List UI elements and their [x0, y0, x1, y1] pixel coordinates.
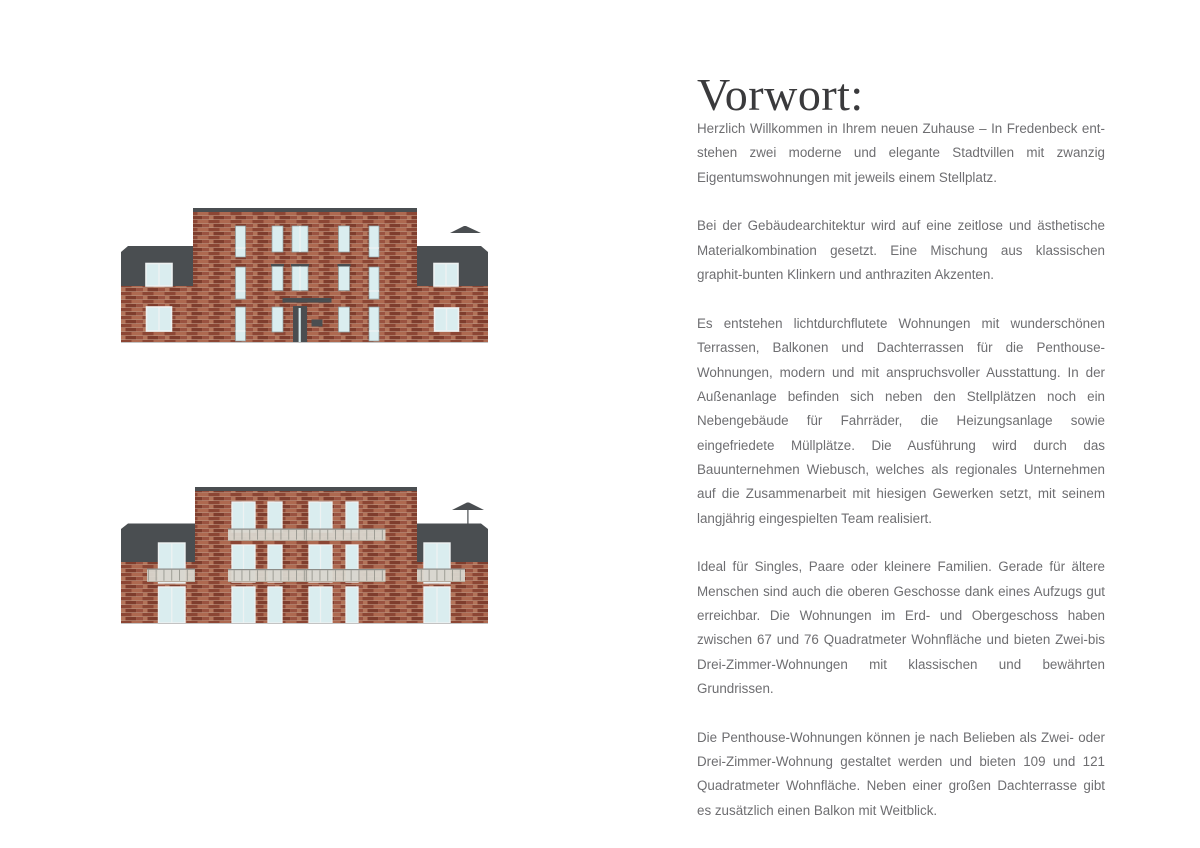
- figure-front-elevation: [121, 204, 488, 347]
- window: [272, 307, 283, 332]
- entrance-canopy: [283, 298, 332, 303]
- window-lintel: [271, 264, 284, 266]
- parapet: [193, 208, 417, 212]
- window: [292, 226, 308, 252]
- page-title: Vorwort:: [697, 69, 864, 120]
- window: [369, 307, 379, 341]
- window: [369, 267, 379, 299]
- window: [339, 267, 350, 291]
- parapet: [195, 487, 417, 491]
- window: [232, 502, 255, 532]
- balcony-railing: [147, 569, 195, 583]
- window: [346, 502, 358, 532]
- window: [236, 307, 246, 341]
- window: [159, 587, 186, 623]
- parasol-icon: [452, 503, 484, 524]
- window: [268, 502, 282, 532]
- paragraph-architecture: Bei der Gebäudearchitektur wird auf eine zeitlose und ästhetische Materialkombination gesetzt. Eine Mischung aus klassischen graphit-bunten Klinkern und anthraziten Akzenten.: [697, 218, 1105, 283]
- balcony-railing: [417, 569, 465, 583]
- center-block: [193, 208, 417, 342]
- paragraph-welcome: Herzlich Willkommen in Ihrem neuen Zuhause – In Fredenbeck entstehen zwei moderne und elegante Stadtvillen mit zwanzig Eigentumswohnungen mit jeweils einem Stellplatz.: [697, 121, 1105, 185]
- window: [346, 587, 358, 623]
- window-lintel: [291, 264, 309, 266]
- window: [236, 226, 246, 257]
- window: [272, 267, 283, 291]
- window: [339, 226, 350, 252]
- center-facade: [195, 487, 417, 623]
- window: [424, 587, 450, 623]
- paragraph-apartments: Es entstehen lichtdurchflutete Wohnungen mit wunderschönen Terrassen, Balkonen und Dachterrassen für die Penthouse-Wohnungen, modern und mit anspruchsvoller Ausstattung. In der Außenanlage befinden sich neben den Stellplätzen noch ein Nebengebäude für Fahrräder, die Heizungsanlage sowie eingefriedete Müllplätze. Die Ausführung wird durch das Bauunternehmen Wiebusch, welches als regionales Unternehmen auf die Zusammenarbeit mit hiesigen Gewerken setzt, mit seinem langjährig eingespielten Team realisiert.: [697, 315, 1105, 526]
- window-lintel: [338, 264, 351, 266]
- parasol-icon: [450, 226, 481, 233]
- window: [236, 267, 246, 299]
- figure-rear-elevation: [121, 485, 488, 625]
- window: [369, 226, 379, 257]
- paragraph-penthouse: Die Penthouse-Wohnungen können je nach Belieben als Zwei- oder Drei-Zimmer-Wohnung gestaltet werden und bieten 109 und 121 Quadratmeter Wohnfläche. Neben einer großen Dachterrasse gibt es zusätzlich einen Balkon mit Weitblick.: [697, 729, 1105, 818]
- window: [309, 502, 332, 532]
- window: [268, 587, 282, 623]
- left-wing: [121, 246, 193, 342]
- text-column: [697, 69, 1105, 848]
- rear-elevation-drawing: [121, 485, 488, 625]
- ground-line: [121, 623, 488, 624]
- window: [146, 264, 172, 287]
- entrance-door: [293, 306, 307, 342]
- balcony-railing: [228, 569, 386, 582]
- window: [434, 264, 458, 287]
- entrance-sign: [312, 320, 323, 327]
- paragraph-target-group: Ideal für Singles, Paare oder kleinere Familien. Gerade für ältere Menschen sind auch die oberen Geschosse dank eines Aufzugs gut erreichbar. Die Wohnungen im Erd- und Obergeschoss haben zwischen 67 und 76 Quadratmeter Wohnfläche und bieten Zwei-bis Drei-Zimmer-Wohnungen mit klassischen und bewährten Grundrissen.: [697, 559, 1105, 697]
- window: [339, 307, 350, 332]
- balcony-railing: [228, 529, 386, 542]
- ground-line: [121, 342, 488, 343]
- window: [292, 267, 308, 291]
- right-wing: [417, 246, 488, 342]
- window: [147, 307, 172, 331]
- window: [232, 587, 255, 623]
- window: [435, 308, 459, 331]
- front-elevation-drawing: [121, 204, 488, 347]
- window: [309, 587, 332, 623]
- window: [272, 226, 283, 252]
- center-block: [195, 487, 417, 623]
